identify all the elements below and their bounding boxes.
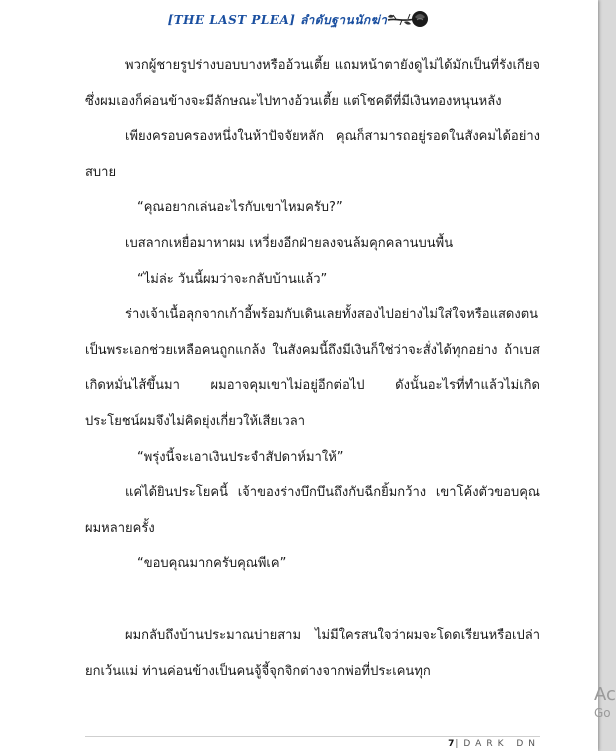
dialogue-line: “พรุ่งนี้จะเอาเงินประจำสัปดาห์มาให้” [137,449,344,465]
footer-separator: | [455,739,464,749]
paragraph: เบสลากเหยื่อมาหาผม เหวี่ยงอีกฝ่ายลงจนล้มคุกคลานบนพื้น [125,235,454,251]
dialogue-line: “คุณอยากเล่นอะไรกับเขาไหมครับ?” [137,200,343,216]
paragraph: พวกผู้ชายรูปร่างบอบบางหรืออ้วนเตี้ย แถมหน้าตายังดูไม่ได้มักเป็นที่รังเกียจ ซึ่งผมเองก็ค่อนข้างจะมีลักษณะไปทางอ้วนเตี้ย แต่โชคดีที่มีเงินทองหนุนหลัง [85,58,540,109]
page-number: 7 [448,739,456,749]
paragraph: ร่างเจ้าเนื้อลุกจากเก้าอี้พร้อมกับเดินเลยทั้งสองไปอย่างไม่ใส่ใจหรือแสดงตนเป็นพระเอกช่วยเหลือคนถูกแกล้ง ในสังคมนี้ถึงมีเงินก็ใช่ว่าจะสั่งได้ทุกอย่าง ถ้าเบสเกิดหมั่นไส้ขึ้นมา ผมอาจคุมเขาไม่อยู่อีกต่อไป ดังนั้นอะไรที่ทำแล้วไม่เกิดประโยชน์ผมจึงไม่คิดยุ่งเกี่ยวให้เสียเวลา [85,307,540,429]
header-title: [THE LAST PLEA] ลำดับฐานนักฆ่า [167,12,388,27]
paragraph: เพียงครอบครองหนึ่งในห้าปัจจัยหลัก คุณก็สามารถอยู่รอดในสังคมได้อย่างสบาย [85,129,540,180]
footer-label: DARK DN [463,739,540,749]
watermark-line-1: Ac [594,684,616,705]
dialogue-line: “ขอบคุณมากครับคุณพีเค” [137,556,287,572]
body-text [85,48,540,689]
section-gap [85,582,540,618]
activation-watermark [594,684,616,720]
footer-divider [85,736,540,737]
paragraph: แค่ได้ยินประโยคนี้ เจ้าของร่างบึกบึนถึงกับฉีกยิ้มกว้าง เขาโค้งตัวขอบคุณผมหลายครั้ง [85,485,540,536]
page-footer [448,739,540,749]
page-header [0,6,598,34]
rose-icon [386,6,430,34]
paragraph: ผมกลับถึงบ้านประมาณบ่ายสาม ไม่มีใครสนใจว่าผมจะโดดเรียนหรือเปล่ายกเว้นแม่ ท่านค่อนข้างเป็นคนจู้จี้จุกจิกต่างจากพ่อที่ประเคนทุก [85,627,540,679]
dialogue-line: “ไม่ล่ะ วันนี้ผมว่าจะกลับบ้านแล้ว” [137,271,328,287]
watermark-line-2: Go [594,706,611,720]
